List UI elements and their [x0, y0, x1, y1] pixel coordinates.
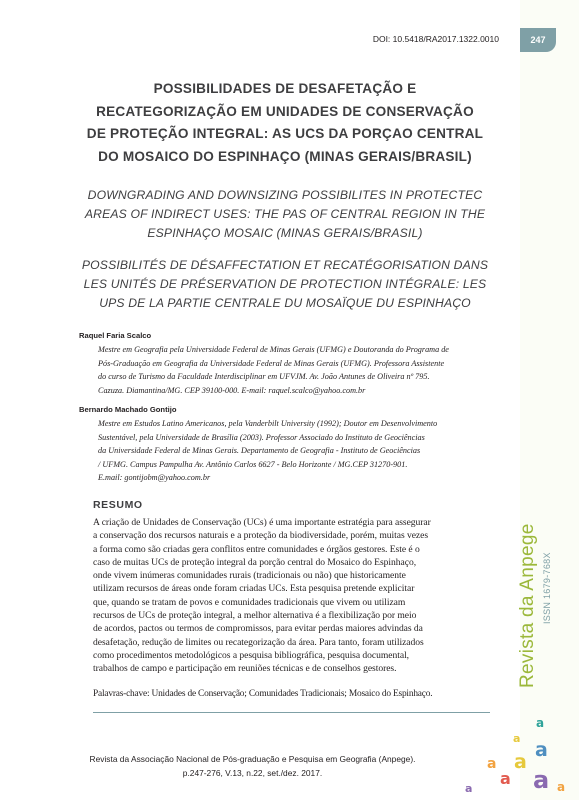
abstract-line: desafetação, redução de limites ou recategorização da área. Para tanto, foram utilizados	[93, 636, 424, 648]
french-title	[50, 256, 520, 313]
issn-vertical: ISSN 1679-768X	[542, 552, 552, 624]
author-name: Raquel Faria Scalco	[79, 331, 152, 340]
english-title-line: AREAS OF INDIRECT USES: THE PAS OF CENTRAL REGION IN THE	[84, 207, 486, 221]
abstract-line: a conservação dos recursos naturais e a proteção da biodiversidade, porém, muitas vezes	[93, 530, 429, 542]
abstract-line: onde vivem inúmeras comunidades rurais (tradicionais ou não) que historicamente	[93, 570, 406, 582]
deco-letter-a: a	[533, 766, 550, 794]
french-title-line: LES UNITÉS DE PRÉSERVATION DE PROTECTION INTÉGRALE: LES	[83, 277, 487, 291]
abstract-heading: RESUMO	[93, 499, 143, 511]
abstract-body	[93, 516, 490, 676]
english-title-line: DOWNGRADING AND DOWNSIZING POSSIBILITES IN PROTECTEC	[87, 188, 483, 202]
abstract-line: de acordos, pactos ou termos de compromissos, para evitar perdas maiores advindas da	[93, 623, 423, 635]
title-line: RECATEGORIZAÇÃO EM UNIDADES DE CONSERVAÇÃO	[96, 103, 474, 119]
abstract-line: trabalhos de campo e participação em reuniões técnicas e de conselhos gestores.	[93, 663, 397, 675]
abstract-line: recursos de UCs de proteção integral, a melhor alternativa é a flexibilização por meio	[93, 610, 417, 622]
deco-letter-a: a	[487, 756, 497, 772]
affiliation-line: Mestre em Estudos Latino Americanos, pela Vanderbilt University (1992); Doutor em Desenvolvimento	[98, 419, 438, 428]
deco-letter-a: a	[465, 782, 473, 795]
affiliation-line: E.mail: gontijobm@yahoo.com.br	[98, 473, 211, 483]
deco-letter-a: a	[513, 732, 521, 745]
page-number: 247	[530, 35, 546, 45]
abstract-line: utilizam recursos de áreas onde foram criadas UCs. Esta pesquisa pretende explicitar	[93, 583, 415, 595]
abstract-line: caso de muitas UCs de proteção integral da porção central do Mosaico do Espinhaço,	[93, 556, 417, 568]
abstract-line: a forma como são criadas gera conflitos entre comunidades e órgãos gestores. Este é o	[93, 543, 420, 555]
deco-letter-a: a	[557, 780, 566, 794]
title-line: DE PROTEÇÃO INTEGRAL: AS UCS DA PORÇAO CENTRAL	[86, 126, 484, 141]
affiliation-line: do curso de Turismo da Faculdade Interdisciplinar em UFVJM. Av. João Antunes de Oliveira nº 795.	[98, 372, 430, 382]
citation-line: p.247-276, V.13, n.22, set./dez. 2017.	[182, 767, 323, 778]
english-title	[50, 186, 520, 243]
title-line: DO MOSAICO DO ESPINHAÇO (MINAS GERAIS/BRASIL)	[98, 148, 472, 164]
doi: DOI: 10.5418/RA2017.1322.0010	[372, 34, 499, 44]
author-name: Bernardo Machado Gontijo	[79, 405, 177, 414]
keywords-label: Palavras-chave:	[93, 689, 150, 699]
keywords	[93, 689, 503, 699]
footer-divider	[93, 712, 490, 713]
affiliation-line: Cazuza. Diamantina/MG. CEP 39100-000. E-mail: raquel.scalco@yahoo.com.br	[98, 385, 366, 395]
article-title	[50, 78, 520, 168]
affiliation-line: / UFMG. Campus Pampulha Av. Antônio Carlos 6627 - Belo Horizonte / MG.CEP 31270-901.	[98, 459, 408, 469]
french-title-line: UPS DE LA PARTIE CENTRALE DU MOSAÏQUE DU ESPINHAÇO	[99, 296, 471, 310]
affiliation-line: Sustentável, pela Universidade de Brasília (2003). Professor Associado do Instituto de Geociências	[98, 432, 425, 442]
deco-letter-a: a	[514, 751, 527, 773]
abstract-line: como procedimentos metodológicos a pesquisa bibliográfica, pesquisa documental,	[93, 649, 410, 661]
abstract-line: A criação de Unidades de Conservação (UCs) é uma importante estratégia para assegurar	[93, 517, 431, 528]
author-affiliation	[98, 417, 498, 485]
english-title-line: ESPINHAÇO MOSAIC (MINAS GERAIS/BRASIL)	[147, 226, 423, 240]
abstract-line: que, quando se tratam de povos e comunidades tradicionais que vivem ou utilizam	[93, 596, 406, 608]
author-affiliation	[98, 343, 498, 397]
deco-letter-a: a	[500, 769, 511, 788]
page-number-tab	[520, 28, 556, 52]
affiliation-line: da Universidade Federal de Minas Gerais. Departamento de Geografia - Instituto de Geociências	[98, 446, 421, 456]
french-title-line: POSSIBILITÉS DE DÉSAFFECTATION ET RECATÉGORISATION DANS	[81, 258, 489, 272]
affiliation-line: Pós-Graduação em Geografia da Universidade Federal de Minas Gerais (UFMG). Professora Assistente	[98, 358, 445, 368]
journal-name-vertical: Revista da Anpege	[517, 523, 538, 688]
deco-letter-a: a	[536, 716, 545, 730]
title-line: POSSIBILIDADES DE DESAFETAÇÃO E	[153, 81, 417, 96]
keywords-text: Unidades de Conservação; Comunidades Tradicionais; Mosaico do Espinhaço.	[149, 689, 433, 699]
affiliation-line: Mestre em Geografia pela Universidade Federal de Minas Gerais (UFMG) e Doutoranda do Programa de	[98, 345, 449, 354]
deco-letter-a: a	[535, 739, 548, 761]
citation-line: Revista da Associação Nacional de Pós-graduação e Pesquisa em Geografia (Anpege).	[89, 754, 416, 764]
journal-citation	[80, 753, 425, 780]
